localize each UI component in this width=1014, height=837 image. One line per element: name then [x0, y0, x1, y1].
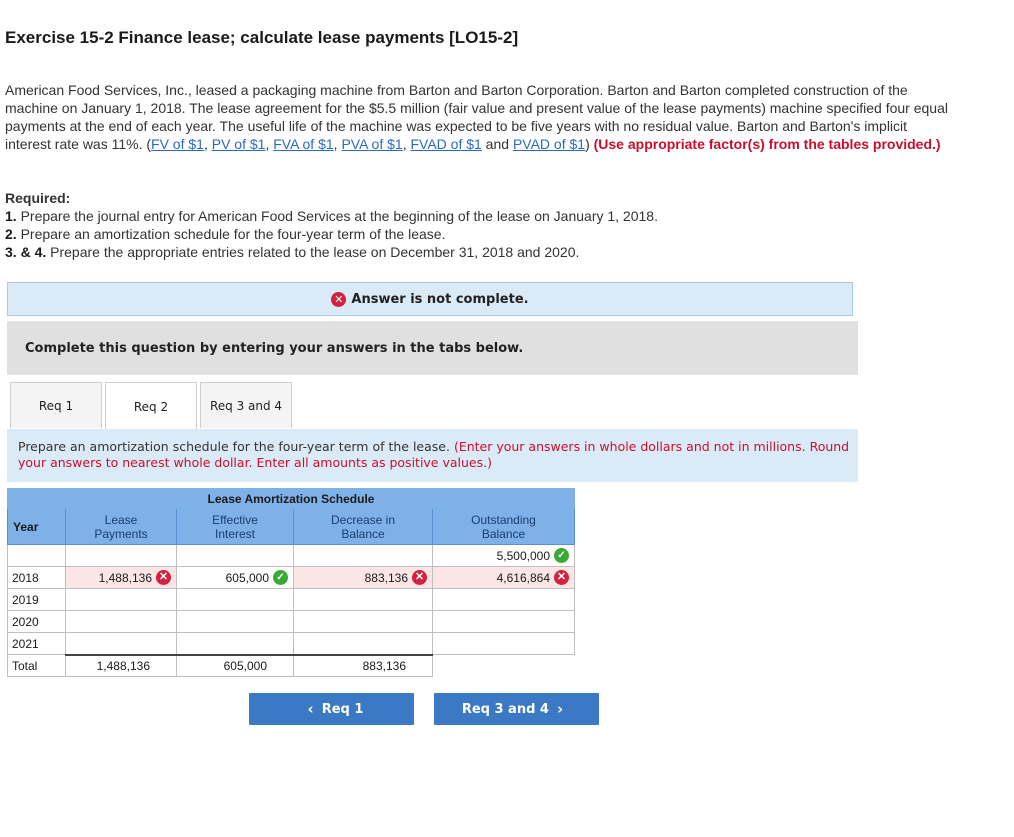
x-circle-icon: ✕	[156, 570, 171, 585]
interest-input[interactable]	[177, 589, 294, 611]
payments-input[interactable]	[66, 633, 177, 655]
schedule-title: Lease Amortization Schedule	[8, 489, 575, 509]
header-decrease-in-balance: Decrease in Balance	[294, 509, 433, 545]
year-cell: 2021	[8, 633, 66, 655]
complete-prompt	[7, 321, 858, 375]
outstanding-value: 5,500,000	[496, 548, 550, 563]
decrease-input[interactable]	[294, 567, 433, 589]
prev-req-label: Req 1	[321, 701, 364, 717]
schedule-title-row	[8, 489, 575, 509]
outstanding-value: 4,616,864	[496, 570, 550, 585]
required-item	[5, 243, 658, 261]
complete-prompt-text: Complete this question by entering your answers in the tabs below.	[25, 340, 524, 356]
outstanding-input[interactable]	[433, 633, 575, 655]
required-item-number: 3. & 4.	[5, 244, 47, 260]
payments-input[interactable]	[66, 611, 177, 633]
link-fv-of-1[interactable]: FV of $1	[151, 136, 204, 152]
payments-input[interactable]	[66, 567, 177, 589]
chevron-left-icon: ‹	[307, 700, 314, 718]
required-heading: Required:	[5, 190, 71, 206]
x-circle-icon: ✕	[331, 292, 346, 307]
x-circle-icon: ✕	[412, 570, 427, 585]
interest-input[interactable]	[177, 545, 294, 567]
next-req-label: Req 3 and 4	[461, 701, 549, 717]
factor-instruction: (Use appropriate factor(s) from the tables provided.)	[593, 136, 941, 152]
link-and: and	[481, 136, 513, 152]
schedule-header-row	[8, 509, 575, 545]
total-outstanding-empty	[433, 655, 575, 677]
tab-instruction	[7, 429, 858, 482]
link-separator: ,	[333, 136, 342, 152]
payments-value: 1,488,136	[98, 570, 152, 585]
year-cell	[8, 545, 66, 567]
x-circle-icon: ✕	[554, 570, 569, 585]
answer-status-text: Answer is not complete.	[351, 291, 529, 307]
amortization-schedule-table	[7, 488, 575, 677]
year-cell: 2018	[8, 567, 66, 589]
required-item-number: 1.	[5, 208, 17, 224]
required-item-number: 2.	[5, 226, 17, 242]
table-row-initial	[8, 545, 575, 567]
decrease-input[interactable]	[294, 611, 433, 633]
link-separator: ,	[402, 136, 411, 152]
payments-input[interactable]	[66, 589, 177, 611]
interest-input[interactable]	[177, 633, 294, 655]
required-item	[5, 207, 658, 225]
table-row	[8, 633, 575, 655]
instruction-note: (Enter your answers in whole dollars and not in millions. Round your answers to nearest whole dollar. Enter all amounts as positive values.)	[18, 439, 850, 470]
link-pva-of-1[interactable]: PVA of $1	[341, 136, 403, 152]
problem-text	[5, 81, 955, 153]
requirement-tabs	[10, 382, 295, 430]
required-item-text: Prepare the journal entry for American Food Services at the beginning of the lease on January 1, 2018.	[16, 208, 658, 224]
total-label: Total	[8, 655, 66, 677]
interest-value: 605,000	[225, 570, 269, 585]
problem-body: American Food Services, Inc., leased a packaging machine from Barton and Barton Corporation. Barton and Barton completed construction of the machine on January 1, 2018. The lease agreement for the $5.5 million (fair value and present value of the lease payments) machine specified four equal payments at the end of each year. The useful life of the machine was expected to be five years with no residual value. Barton and Barton's implicit interest rate was 11%. (	[5, 82, 948, 152]
header-effective-interest: Effective Interest	[177, 509, 294, 545]
table-row	[8, 589, 575, 611]
link-separator: ,	[265, 136, 274, 152]
link-separator: ,	[203, 136, 212, 152]
outstanding-input[interactable]	[433, 545, 575, 567]
total-payments	[66, 655, 177, 677]
exercise-title: Exercise 15-2 Finance lease; calculate lease payments [LO15-2]	[5, 28, 519, 47]
total-interest	[177, 655, 294, 677]
year-cell: 2019	[8, 589, 66, 611]
table-row	[8, 611, 575, 633]
outstanding-input[interactable]	[433, 567, 575, 589]
link-fvad-of-1[interactable]: FVAD of $1	[410, 136, 482, 152]
total-interest-value: 605,000	[223, 658, 267, 673]
outstanding-input[interactable]	[433, 611, 575, 633]
prev-req-button[interactable]	[249, 693, 414, 725]
interest-input[interactable]	[177, 567, 294, 589]
total-decrease-value: 883,136	[362, 658, 406, 673]
answer-status-banner	[7, 282, 853, 316]
payments-input[interactable]	[66, 545, 177, 567]
close-paren: )	[585, 136, 594, 152]
instruction-text: Prepare an amortization schedule for the four-year term of the lease.	[18, 439, 454, 454]
total-payments-value: 1,488,136	[96, 658, 150, 673]
required-section	[5, 189, 658, 261]
year-cell: 2020	[8, 611, 66, 633]
link-pv-of-1[interactable]: PV of $1	[211, 136, 266, 152]
check-circle-icon: ✓	[273, 570, 288, 585]
tab-req-3-and-4[interactable]: Req 3 and 4	[200, 382, 292, 428]
next-req-button[interactable]	[434, 693, 599, 725]
header-outstanding-balance: Outstanding Balance	[433, 509, 575, 545]
required-item	[5, 225, 658, 243]
tab-req-2[interactable]: Req 2	[105, 382, 197, 430]
total-decrease	[294, 655, 433, 677]
chevron-right-icon: ›	[556, 700, 564, 718]
header-lease-payments: Lease Payments	[66, 509, 177, 545]
table-row-total	[8, 655, 575, 677]
required-item-text: Prepare the appropriate entries related to the lease on December 31, 2018 and 2020.	[46, 244, 580, 260]
decrease-input[interactable]	[294, 633, 433, 655]
tab-req-1[interactable]: Req 1	[10, 382, 102, 428]
decrease-input[interactable]	[294, 589, 433, 611]
header-year: Year	[8, 509, 66, 545]
required-item-text: Prepare an amortization schedule for the four-year term of the lease.	[16, 226, 446, 242]
table-row	[8, 567, 575, 589]
decrease-value: 883,136	[364, 570, 408, 585]
interest-input[interactable]	[177, 611, 294, 633]
outstanding-input[interactable]	[433, 589, 575, 611]
link-fva-of-1[interactable]: FVA of $1	[273, 136, 334, 152]
check-circle-icon: ✓	[554, 548, 569, 563]
link-pvad-of-1[interactable]: PVAD of $1	[512, 136, 586, 152]
decrease-input[interactable]	[294, 545, 433, 567]
